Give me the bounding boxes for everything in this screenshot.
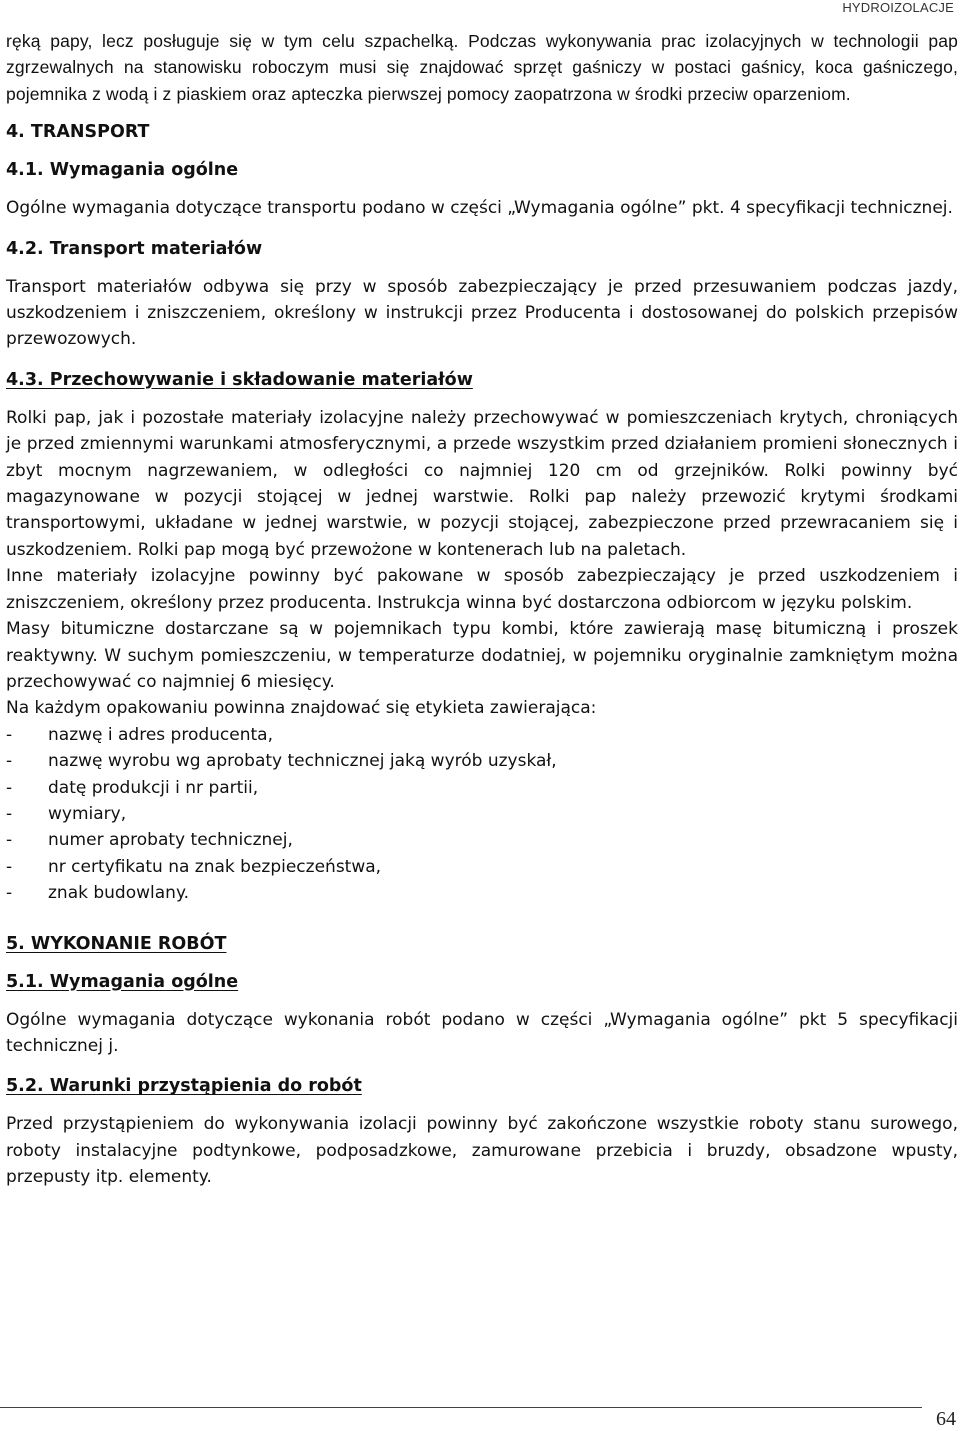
section-4-3-paragraph-1: Rolki pap, jak i pozostałe materiały izolacyjne należy przechowywać w pomieszczeniach krytych, chroniących je przed zmiennymi warunkami atmosferycznymi, a przede wszystkim przed działaniem promieni słonecznych i zbyt mocnym nagrzewaniem, w odległości co najmniej 120 cm od grzejników. Rolki powinny być magazynowane w pozycji stojącej w jednej warstwie. Rolki pap należy przewozić krytymi środkami transportowymi, układane w jednej warstwie, w pozycji stojącej, zabezpieczone przed przewracaniem się i uszkodzeniem. Rolki pap mogą być przewożone w kontenerach lub na paletach. <box>6 407 958 560</box>
page-number: 64 <box>936 1408 956 1430</box>
list-dash: - <box>6 777 13 798</box>
list-dash: - <box>6 724 13 745</box>
list-dash: - <box>6 751 13 772</box>
list-dash: - <box>6 803 13 824</box>
list-item <box>6 880 958 906</box>
section-5-2-paragraph: Przed przystąpieniem do wykonywania izolacji powinny być zakończone wszystkie roboty stanu surowego, roboty instalacyjne podtynkowe, podposadzkowe, zamurowane przebicia i bruzdy, obsadzone wpusty, przepusty itp. elementy. <box>6 1114 958 1188</box>
running-header: HYDROIZOLACJE <box>842 0 954 15</box>
list-item-text: nr certyfikatu na znak bezpieczeństwa, <box>48 856 382 877</box>
section-4-2-paragraph: Transport materiałów odbywa się przy w sposób zabezpieczający je przed przesuwaniem podczas jazdy, uszkodzeniem i zniszczeniem, określony w instrukcji przez Producenta i dostosowanej do polskich przepisów przewozowych. <box>6 276 958 350</box>
section-5-1-paragraph: Ogólne wymagania dotyczące wykonania robót podano w części „Wymagania ogólne” pkt 5 specyfikacji technicznej j. <box>6 1009 958 1056</box>
intro-paragraph: ręką papy, lecz posługuje się w tym celu szpachelką. Podczas wykonywania prac izolacyjnych w technologii pap zgrzewalnych na stanowisku roboczym musi się znajdować sprzęt gaśniczy w postaci gaśnicy, koca gaśniczego, pojemnika z wodą i z piaskiem oraz apteczka pierwszej pomocy zaopatrzona w środki przeciw oparzeniom. <box>6 31 958 104</box>
list-item <box>6 827 958 853</box>
footer-divider <box>0 1407 922 1408</box>
list-item <box>6 722 958 748</box>
section-4-3-paragraph-4: Na każdym opakowaniu powinna znajdować się etykieta zawierająca: <box>6 698 597 719</box>
list-item <box>6 801 958 827</box>
label-requirements-list <box>6 722 958 907</box>
list-dash: - <box>6 856 13 877</box>
list-item <box>6 748 958 774</box>
section-4-3-heading: 4.3. Przechowywanie i składowanie materiałów <box>6 369 473 390</box>
list-item <box>6 775 958 801</box>
list-dash: - <box>6 883 13 904</box>
list-item-text: numer aprobaty technicznej, <box>48 830 293 851</box>
list-item-text: nazwę wyrobu wg aprobaty technicznej jaką wyrób uzyskał, <box>48 751 557 772</box>
list-item-text: nazwę i adres producenta, <box>48 724 273 745</box>
list-item-text: wymiary, <box>48 803 127 824</box>
section-4-heading: 4. TRANSPORT <box>6 122 150 143</box>
section-5-heading: 5. WYKONANIE ROBÓT <box>6 933 227 954</box>
list-item <box>6 854 958 880</box>
list-dash: - <box>6 830 13 851</box>
document-body <box>6 28 958 1191</box>
section-5-2-heading: 5.2. Warunki przystąpienia do robót <box>6 1076 362 1097</box>
section-4-3-paragraph-3: Masy bitumiczne dostarczane są w pojemnikach typu kombi, które zawierają masę bitumiczną i proszek reaktywny. W suchym pomieszczeniu, w temperaturze dodatniej, w pojemniku oryginalnie zamkniętym można przechowywać co najmniej 6 miesięcy. <box>6 619 958 692</box>
section-4-1-paragraph: Ogólne wymagania dotyczące transportu podano w części „Wymagania ogólne” pkt. 4 specyfikacji technicznej. <box>6 198 953 219</box>
section-4-2-heading: 4.2. Transport materiałów <box>6 238 263 259</box>
section-5-1-heading: 5.1. Wymagania ogólne <box>6 971 239 992</box>
list-item-text: datę produkcji i nr partii, <box>48 777 259 798</box>
section-4-3-paragraph-2: Inne materiały izolacyjne powinny być pakowane w sposób zabezpieczający je przed uszkodzeniem i zniszczeniem, określony przez producenta. Instrukcja winna być dostarczona odbiorcom w języku polskim. <box>6 566 958 613</box>
list-item-text: znak budowlany. <box>48 883 189 904</box>
section-4-1-heading: 4.1. Wymagania ogólne <box>6 160 239 181</box>
